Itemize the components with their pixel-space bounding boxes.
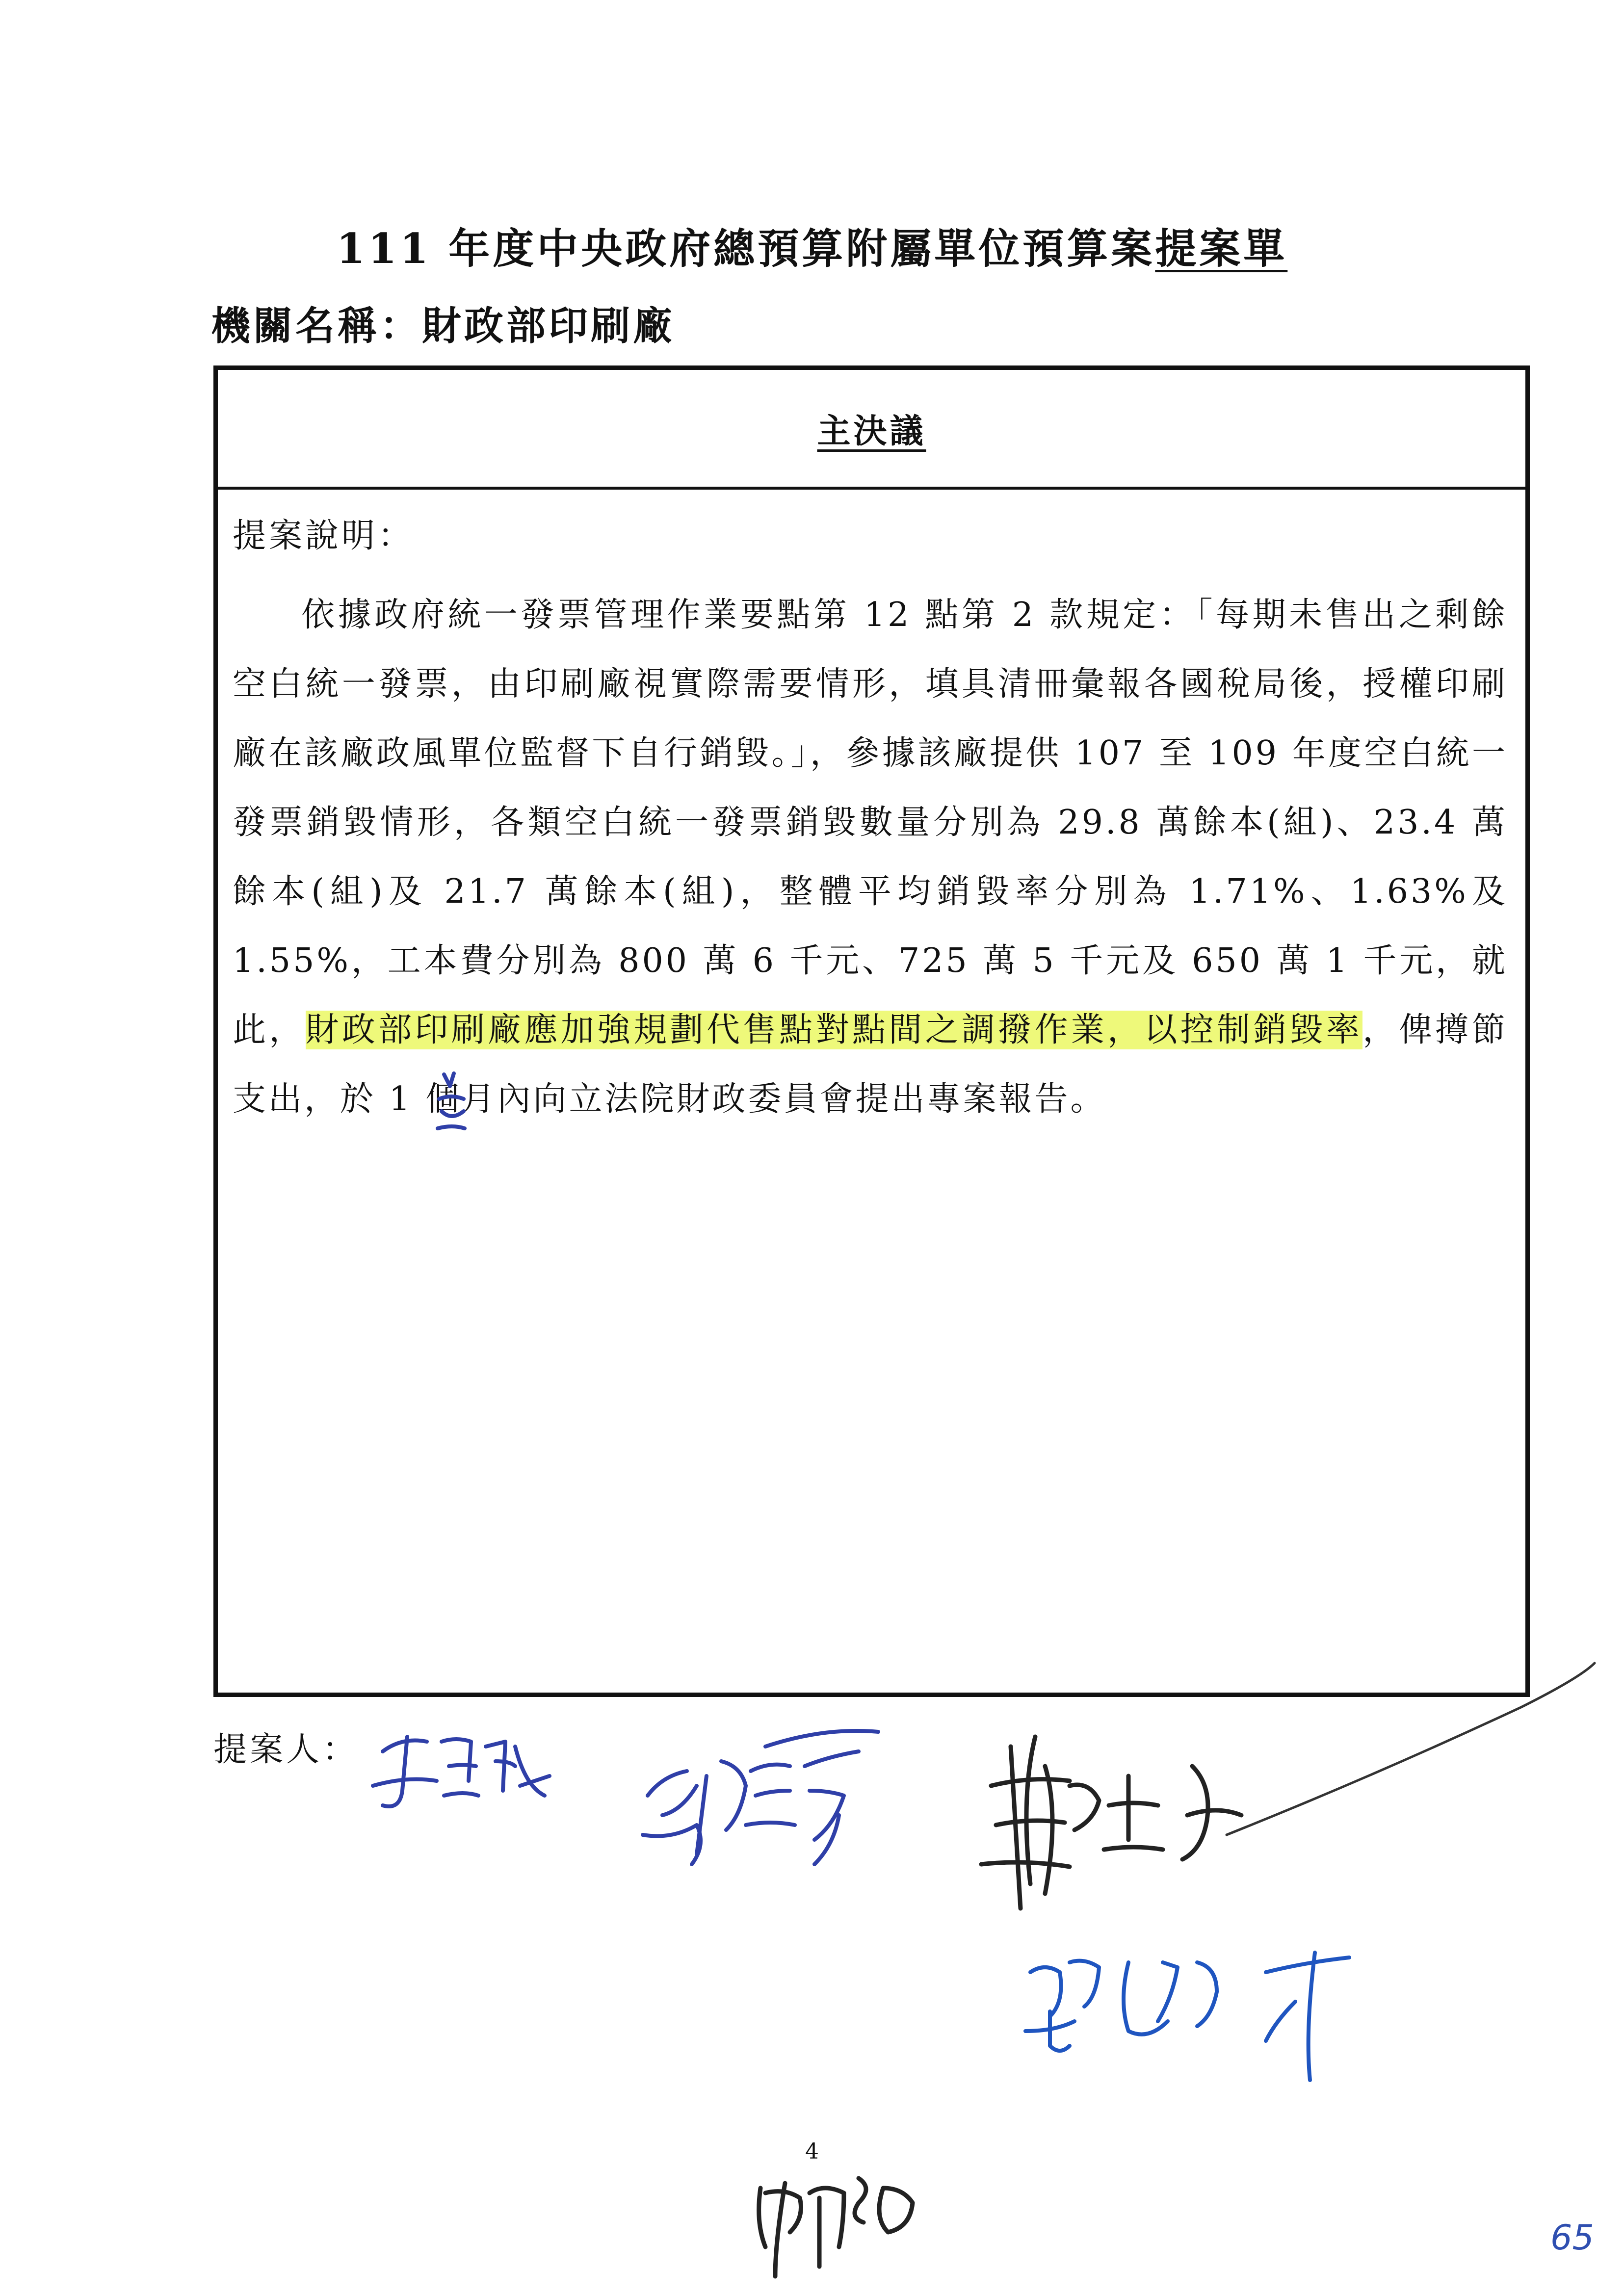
box-heading-text: 主決議 bbox=[817, 411, 926, 451]
agency-name: 機關名稱：財政部印刷廠 bbox=[211, 303, 675, 349]
proposal-paragraph bbox=[233, 580, 1508, 1134]
section-label: 提案說明： bbox=[233, 517, 415, 555]
page-number: 4 bbox=[805, 2139, 819, 2164]
box-body bbox=[218, 490, 1525, 1134]
box-heading bbox=[218, 370, 1525, 490]
signature-2 bbox=[643, 1731, 878, 1864]
signature-3 bbox=[981, 1663, 1595, 1908]
proposer-label: 提案人： bbox=[213, 1730, 359, 1769]
document-title bbox=[0, 216, 1624, 275]
paragraph-part2: ，俾撙節支出，於 1 個月內向立法院財政委員會提出專案報告。 bbox=[233, 1011, 1508, 1119]
paragraph-part1: 依據政府統一發票管理作業要點第 12 點第 2 款規定：「每期未售出之剩餘空白統一發票，由印刷廠視實際需要情形，填具清冊彙報各國稅局後，授權印刷廠在該廠政風單位監督下自行銷毀。」，參據該廠提供 107 至 109 年度空白統一發票銷毀情形，各類空白統一發票銷毀數量分別為 29.8 萬餘本(組)、23.4 萬餘本(組)及 21.7 萬餘本(組)，整體平均銷毀率分別為 1.71%、1.63%及 1.55%，工本費分別為 800 萬 6 千元、725 萬 5 千元及 650 萬 1 千元，就此， bbox=[233, 596, 1508, 1049]
signature-1 bbox=[373, 1737, 550, 1806]
corner-number: 65 bbox=[1550, 2218, 1595, 2258]
signature-4 bbox=[1025, 1953, 1349, 2080]
title-main: 111 年度中央政府總預算附屬單位預算案 bbox=[336, 224, 1155, 273]
title-underlined: 提案單 bbox=[1155, 224, 1288, 273]
handwritten-note bbox=[759, 2178, 913, 2276]
proposal-box bbox=[213, 365, 1530, 1697]
highlighted-text: 財政部印刷廠應加強規劃代售點對點間之調撥作業，以控制銷毀率 bbox=[305, 1011, 1363, 1049]
